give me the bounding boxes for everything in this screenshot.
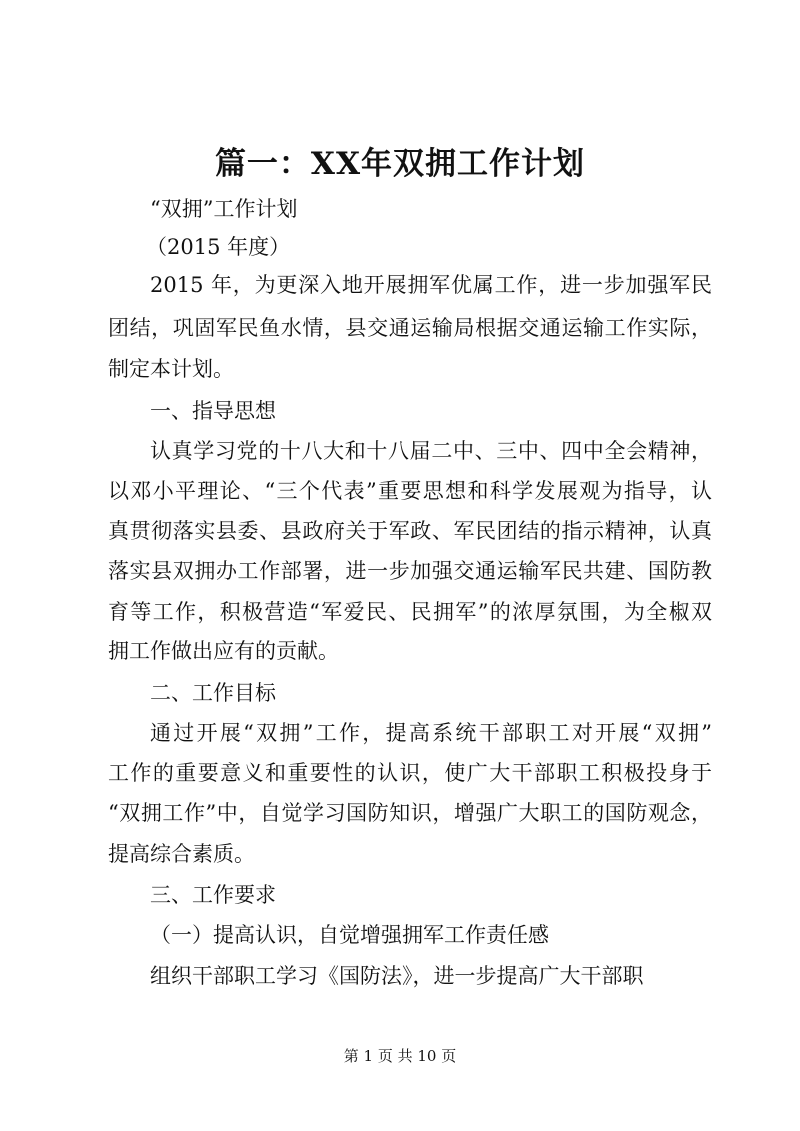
- section-heading: 一、指导思想: [150, 399, 276, 423]
- page-footer: 第 1 页 共 10 页: [343, 1047, 457, 1065]
- paragraph-line: 真贯彻落实县委、县政府关于军政、军民团结的指示精神，认真: [108, 519, 712, 543]
- paragraph-line: 团结，巩固军民鱼水情，县交通运输局根据交通运输工作实际，: [108, 316, 712, 340]
- document-title: 篇一：XX年双拥工作计划: [214, 146, 586, 182]
- paragraph-line: “双拥工作”中，自觉学习国防知识，增强广大职工的国防观念，: [108, 801, 712, 825]
- paragraph-line: 育等工作，积极营造“军爱民、民拥军”的浓厚氛围，为全椒双: [108, 600, 712, 624]
- paragraph-line: 提高综合素质。: [108, 842, 255, 866]
- paragraph-line: 拥工作做出应有的贡献。: [108, 639, 339, 663]
- paragraph-line: 2015 年，为更深入地开展拥军优属工作，进一步加强军民: [150, 273, 712, 297]
- paragraph-line: 以邓小平理论、“三个代表”重要思想和科学发展观为指导，认: [108, 479, 712, 503]
- paragraph-line: 认真学习党的十八大和十八届二中、三中、四中全会精神，: [150, 439, 712, 463]
- subtitle: “双拥”工作计划: [150, 197, 298, 221]
- paragraph-line: 通过开展“双拥”工作，提高系统干部职工对开展“双拥”: [150, 721, 712, 745]
- subsection-heading: （一）提高认识，自觉增强拥军工作责任感: [150, 923, 549, 947]
- paragraph-line: 组织干部职工学习《国防法》，进一步提高广大干部职: [150, 964, 644, 988]
- paragraph-line: 工作的重要意义和重要性的认识，使广大干部职工积极投身于: [108, 761, 712, 785]
- paragraph-line: 落实县双拥办工作部署，进一步加强交通运输军民共建、国防教: [108, 559, 712, 583]
- section-heading: 三、工作要求: [150, 883, 276, 907]
- paragraph-line: 制定本计划。: [108, 357, 234, 381]
- section-heading: 二、工作目标: [150, 681, 276, 705]
- subtitle-year: （2015 年度）: [146, 235, 291, 259]
